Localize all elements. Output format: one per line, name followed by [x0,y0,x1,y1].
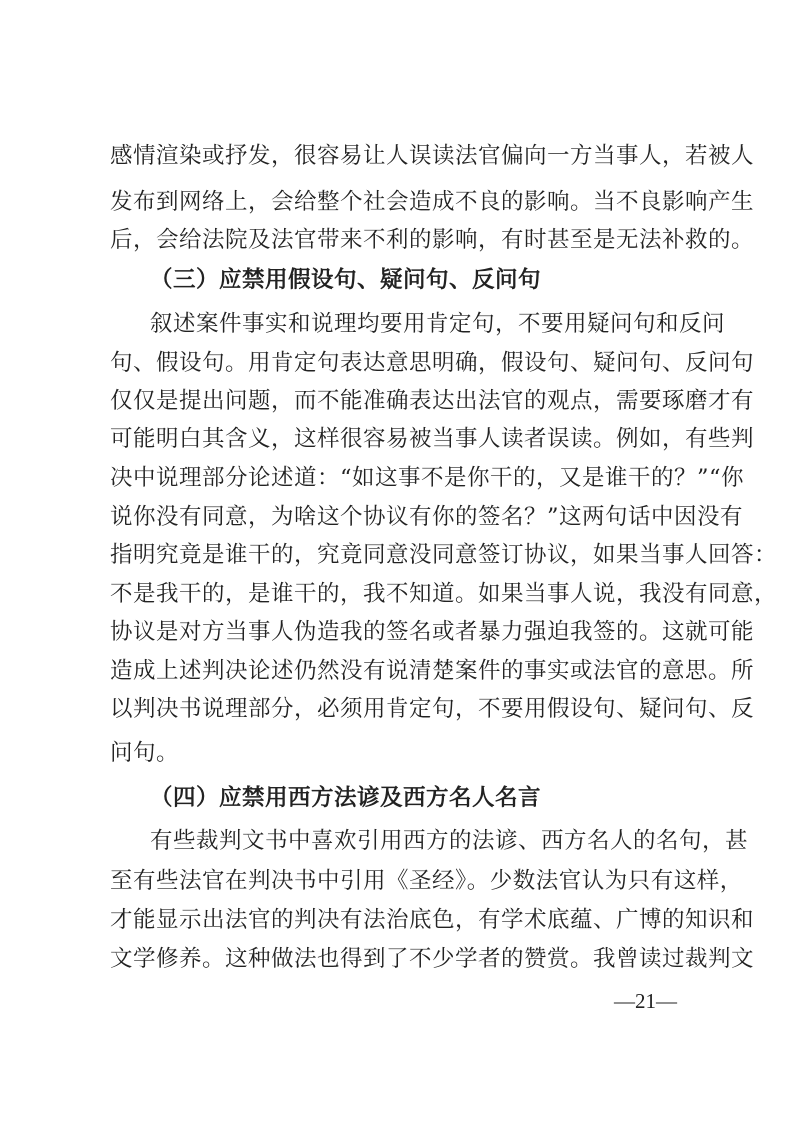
section-heading-4: （四）应禁用西方法谚及西方名人名言 [150,785,542,811]
body-line: 说你没有同意，为啥这个协议有你的签名？”这两句话中因没有 [110,504,744,530]
body-line: 不是我干的，是谁干的，我不知道。如果当事人说，我没有同意， [110,581,778,607]
body-line: 决中说理部分论述道：“如这事不是你干的，又是谁干的？”“你 [110,465,745,491]
page-number: —21— [614,989,677,1013]
body-line: 感情渲染或抒发，很容易让人误读法官偏向一方当事人，若被人 [110,143,755,169]
body-line: 句、假设句。用肯定句表达意思明确，假设句、疑问句、反问句 [110,350,755,376]
body-line: 以判决书说理部分，必须用肯定句，不要用假设句、疑问句、反 [110,696,755,722]
body-line: 文学修养。这种做法也得到了不少学者的赞赏。我曾读过裁判文 [110,946,755,972]
body-line: 后，会给法院及法官带来不利的影响，有时甚至是无法补救的。 [110,227,755,253]
section-heading-3: （三）应禁用假设句、疑问句、反问句 [150,267,542,293]
body-line: 问句。 [110,740,180,766]
body-line: 发布到网络上，会给整个社会造成不良的影响。当不良影响产生 [110,189,755,215]
paragraph-first-line: 有些裁判文书中喜欢引用西方的法谚、西方名人的名句，甚 [150,828,749,854]
body-line: 仅仅是提出问题，而不能准确表达出法官的观点，需要琢磨才有 [110,388,755,414]
body-line: 才能显示出法官的判决有法治底色，有学术底蕴、广博的知识和 [110,907,755,933]
body-line: 协议是对方当事人伪造我的签名或者暴力强迫我签的。这就可能 [110,619,755,645]
body-line: 造成上述判决论述仍然没有说清楚案件的事实或法官的意思。所 [110,658,755,684]
paragraph-first-line: 叙述案件事实和说理均要用肯定句，不要用疑问句和反问 [150,311,726,337]
body-line: 至有些法官在判决书中引用《圣经》。少数法官认为只有这样， [110,868,743,894]
body-line: 指明究竟是谁干的，究竟同意没同意签订协议，如果当事人回答： [110,542,778,568]
body-line: 可能明白其含义，这样很容易被当事人读者误读。例如，有些判 [110,426,755,452]
